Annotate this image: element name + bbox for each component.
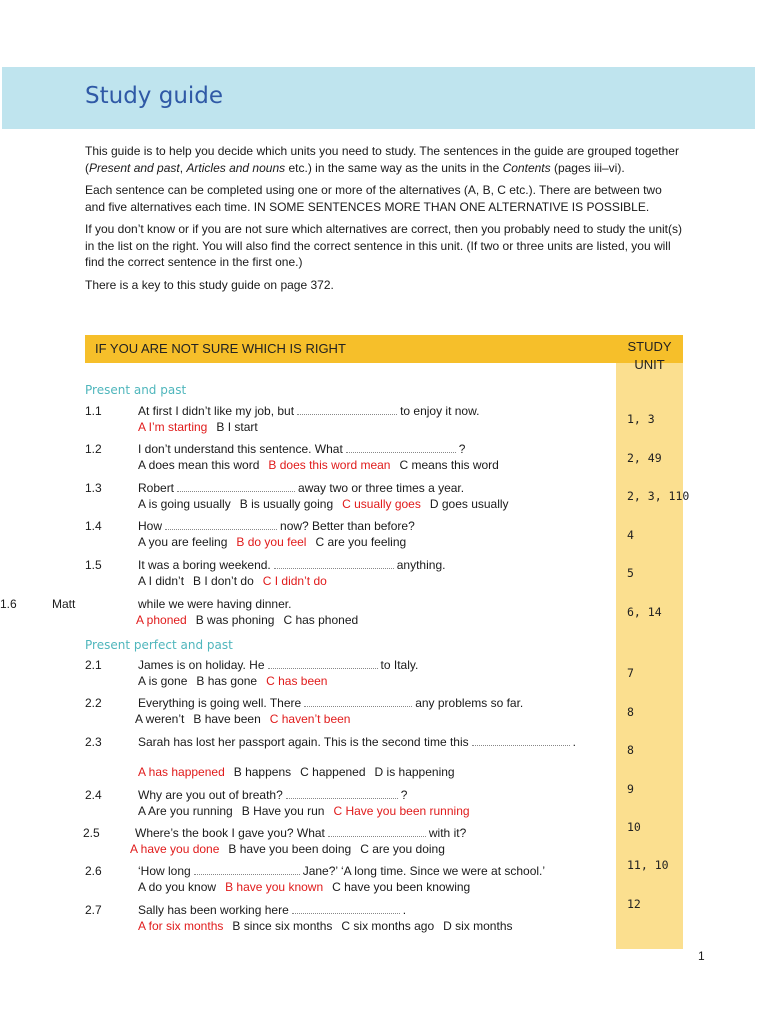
- option: A you are feeling: [138, 535, 228, 549]
- blank-gap: [328, 826, 426, 837]
- study-unit-ref: 2, 49: [627, 451, 662, 465]
- study-unit-ref: 9: [627, 782, 634, 796]
- option-correct: C Have you been running: [333, 804, 470, 818]
- study-unit-ref: 7: [627, 666, 634, 680]
- option-correct: C has been: [266, 674, 328, 688]
- blank-gap: [274, 558, 394, 569]
- header-label: IF YOU ARE NOT SURE WHICH IS RIGHT: [95, 341, 346, 356]
- option: B since six months: [232, 919, 333, 933]
- option-correct: B does this word mean: [268, 458, 391, 472]
- option: B have you been doing: [228, 842, 352, 856]
- blank-gap: [292, 903, 400, 914]
- option: C means this word: [399, 458, 499, 472]
- section-title: Present perfect and past: [85, 638, 233, 652]
- blank-gap: [304, 696, 412, 707]
- header-bar: [85, 335, 683, 363]
- blank-gap: [297, 404, 397, 415]
- item-sentence: Sarah has lost her passport again. This is the second time this .: [138, 735, 576, 749]
- item-options: [138, 919, 522, 933]
- item-number: 1.5: [85, 558, 102, 572]
- item-options: [138, 420, 267, 434]
- item-options: [138, 574, 336, 588]
- option: B have been: [193, 712, 261, 726]
- item-number: 2.3: [85, 735, 102, 749]
- item-options: [138, 880, 479, 894]
- item-number: 2.5: [83, 826, 100, 840]
- option: D six months: [443, 919, 513, 933]
- blank-gap: [268, 658, 378, 669]
- option-correct: B do you feel: [236, 535, 307, 549]
- intro-paragraph-1: This guide is to help you decide which units you need to study. The sentences in the guide are grouped together (Present and past, Articles and nouns etc.) in the same way as the units in the Contents (pages iii–vi).: [85, 144, 679, 175]
- page-number: 1: [698, 949, 705, 963]
- option-correct: A phoned: [136, 613, 187, 627]
- item-number: 2.6: [85, 864, 102, 878]
- item-sentence: Everything is going well. There any problems so far.: [138, 696, 524, 710]
- blank-gap: [346, 442, 456, 453]
- option-correct: A have you done: [130, 842, 220, 856]
- study-unit-ref: 11, 10: [627, 858, 669, 872]
- section-title: Present and past: [85, 383, 187, 397]
- intro-paragraph-3: If you don’t know or if you are not sure which alternatives are correct, then you probably need to study the unit(s) in the list on the right. You will also find the correct sentence in this unit. (If two or three units are listed, you will find the correct sentence in the first one.): [85, 222, 682, 269]
- item-number: 1.6: [0, 597, 17, 611]
- study-unit-ref: 10: [627, 820, 641, 834]
- study-unit-ref: 4: [627, 528, 634, 542]
- item-sentence: How now? Better than before?: [138, 519, 415, 533]
- intro-paragraph-2: Each sentence can be completed using one or more of the alternatives (A, B, C etc.). There are between two and five alternatives each time. IN SOME SENTENCES MORE THAN ONE ALTERNATIVE IS POSSIBLE.: [85, 183, 662, 214]
- option: B I start: [216, 420, 258, 434]
- option-correct: A has happened: [138, 765, 225, 779]
- study-unit-ref: 12: [627, 897, 641, 911]
- item-sentence: It was a boring weekend. anything.: [138, 558, 446, 572]
- item-options: [138, 765, 464, 779]
- item-sentence: Why are you out of breath? ?: [138, 788, 408, 802]
- study-unit-column: [616, 335, 683, 949]
- option-correct: B have you known: [225, 880, 324, 894]
- item-sentence: Where’s the book I gave you? What with it?: [135, 826, 467, 840]
- item-number: 1.2: [85, 442, 102, 456]
- option: A I didn’t: [138, 574, 185, 588]
- option: B has gone: [196, 674, 258, 688]
- study-unit-ref: 1, 3: [627, 412, 655, 426]
- item-sentence: Sally has been working here .: [138, 903, 407, 917]
- item-options: [138, 674, 336, 688]
- study-unit-ref: 5: [627, 566, 634, 580]
- option: D goes usually: [429, 497, 509, 511]
- option: B was phoning: [195, 613, 275, 627]
- option: B Have you run: [241, 804, 325, 818]
- item-number: 2.1: [85, 658, 102, 672]
- option: C happened: [300, 765, 366, 779]
- option-correct: A for six months: [138, 919, 224, 933]
- study-unit-header: STUDY UNIT: [627, 339, 672, 372]
- item-options: [136, 613, 367, 627]
- item-sentence: At first I didn’t like my job, but to enjoy it now.: [138, 404, 480, 418]
- option: C are you feeling: [315, 535, 407, 549]
- blank-gap: [165, 519, 277, 530]
- intro-paragraph-4: There is a key to this study guide on page 372.: [85, 277, 334, 292]
- item-number: 2.2: [85, 696, 102, 710]
- item-number: 2.7: [85, 903, 102, 917]
- study-unit-ref: 6, 14: [627, 605, 662, 619]
- item-number: 2.4: [85, 788, 102, 802]
- option: C six months ago: [341, 919, 435, 933]
- item-sentence: I don’t understand this sentence. What ?: [138, 442, 466, 456]
- item-sentence: while we were having dinner.: [138, 597, 292, 611]
- option: B happens: [233, 765, 292, 779]
- blank-gap: [286, 788, 398, 799]
- option: C are you doing: [360, 842, 445, 856]
- item-options: [138, 458, 508, 472]
- item-sentence: ‘How long Jane?’ ‘A long time. Since we were at school.’: [138, 864, 546, 878]
- intro-text: [85, 143, 685, 299]
- title-banner: [2, 67, 755, 129]
- option-correct: A I’m starting: [138, 420, 208, 434]
- option: B is usually going: [239, 497, 334, 511]
- study-unit-ref: 8: [627, 743, 634, 757]
- option-correct: C haven’t been: [269, 712, 351, 726]
- option: A does mean this word: [138, 458, 260, 472]
- option: C has phoned: [283, 613, 359, 627]
- item-number: 1.1: [85, 404, 102, 418]
- item-sentence: Robert away two or three times a year.: [138, 481, 465, 495]
- option: C have you been knowing: [332, 880, 471, 894]
- item-number: 1.4: [85, 519, 102, 533]
- item-options: [138, 497, 518, 511]
- blank-gap: [472, 735, 570, 746]
- item-options: [138, 804, 479, 818]
- option: A do you know: [138, 880, 217, 894]
- blank-gap: [194, 864, 300, 875]
- item-subject: Matt: [52, 597, 76, 611]
- option: A is going usually: [138, 497, 231, 511]
- option-correct: C I didn’t do: [262, 574, 327, 588]
- option: A weren’t: [135, 712, 185, 726]
- option: A Are you running: [138, 804, 233, 818]
- study-unit-ref: 8: [627, 705, 634, 719]
- option: B I don’t do: [193, 574, 254, 588]
- option: D is happening: [374, 765, 455, 779]
- page-title: Study guide: [85, 83, 224, 109]
- item-options: [130, 842, 454, 856]
- item-sentence: James is on holiday. He to Italy.: [138, 658, 419, 672]
- item-options: [135, 712, 359, 726]
- item-options: [138, 535, 415, 549]
- item-number: 1.3: [85, 481, 102, 495]
- option: A is gone: [138, 674, 188, 688]
- study-unit-ref: 2, 3, 110: [627, 489, 690, 503]
- option-correct: C usually goes: [342, 497, 421, 511]
- blank-gap: [177, 481, 295, 492]
